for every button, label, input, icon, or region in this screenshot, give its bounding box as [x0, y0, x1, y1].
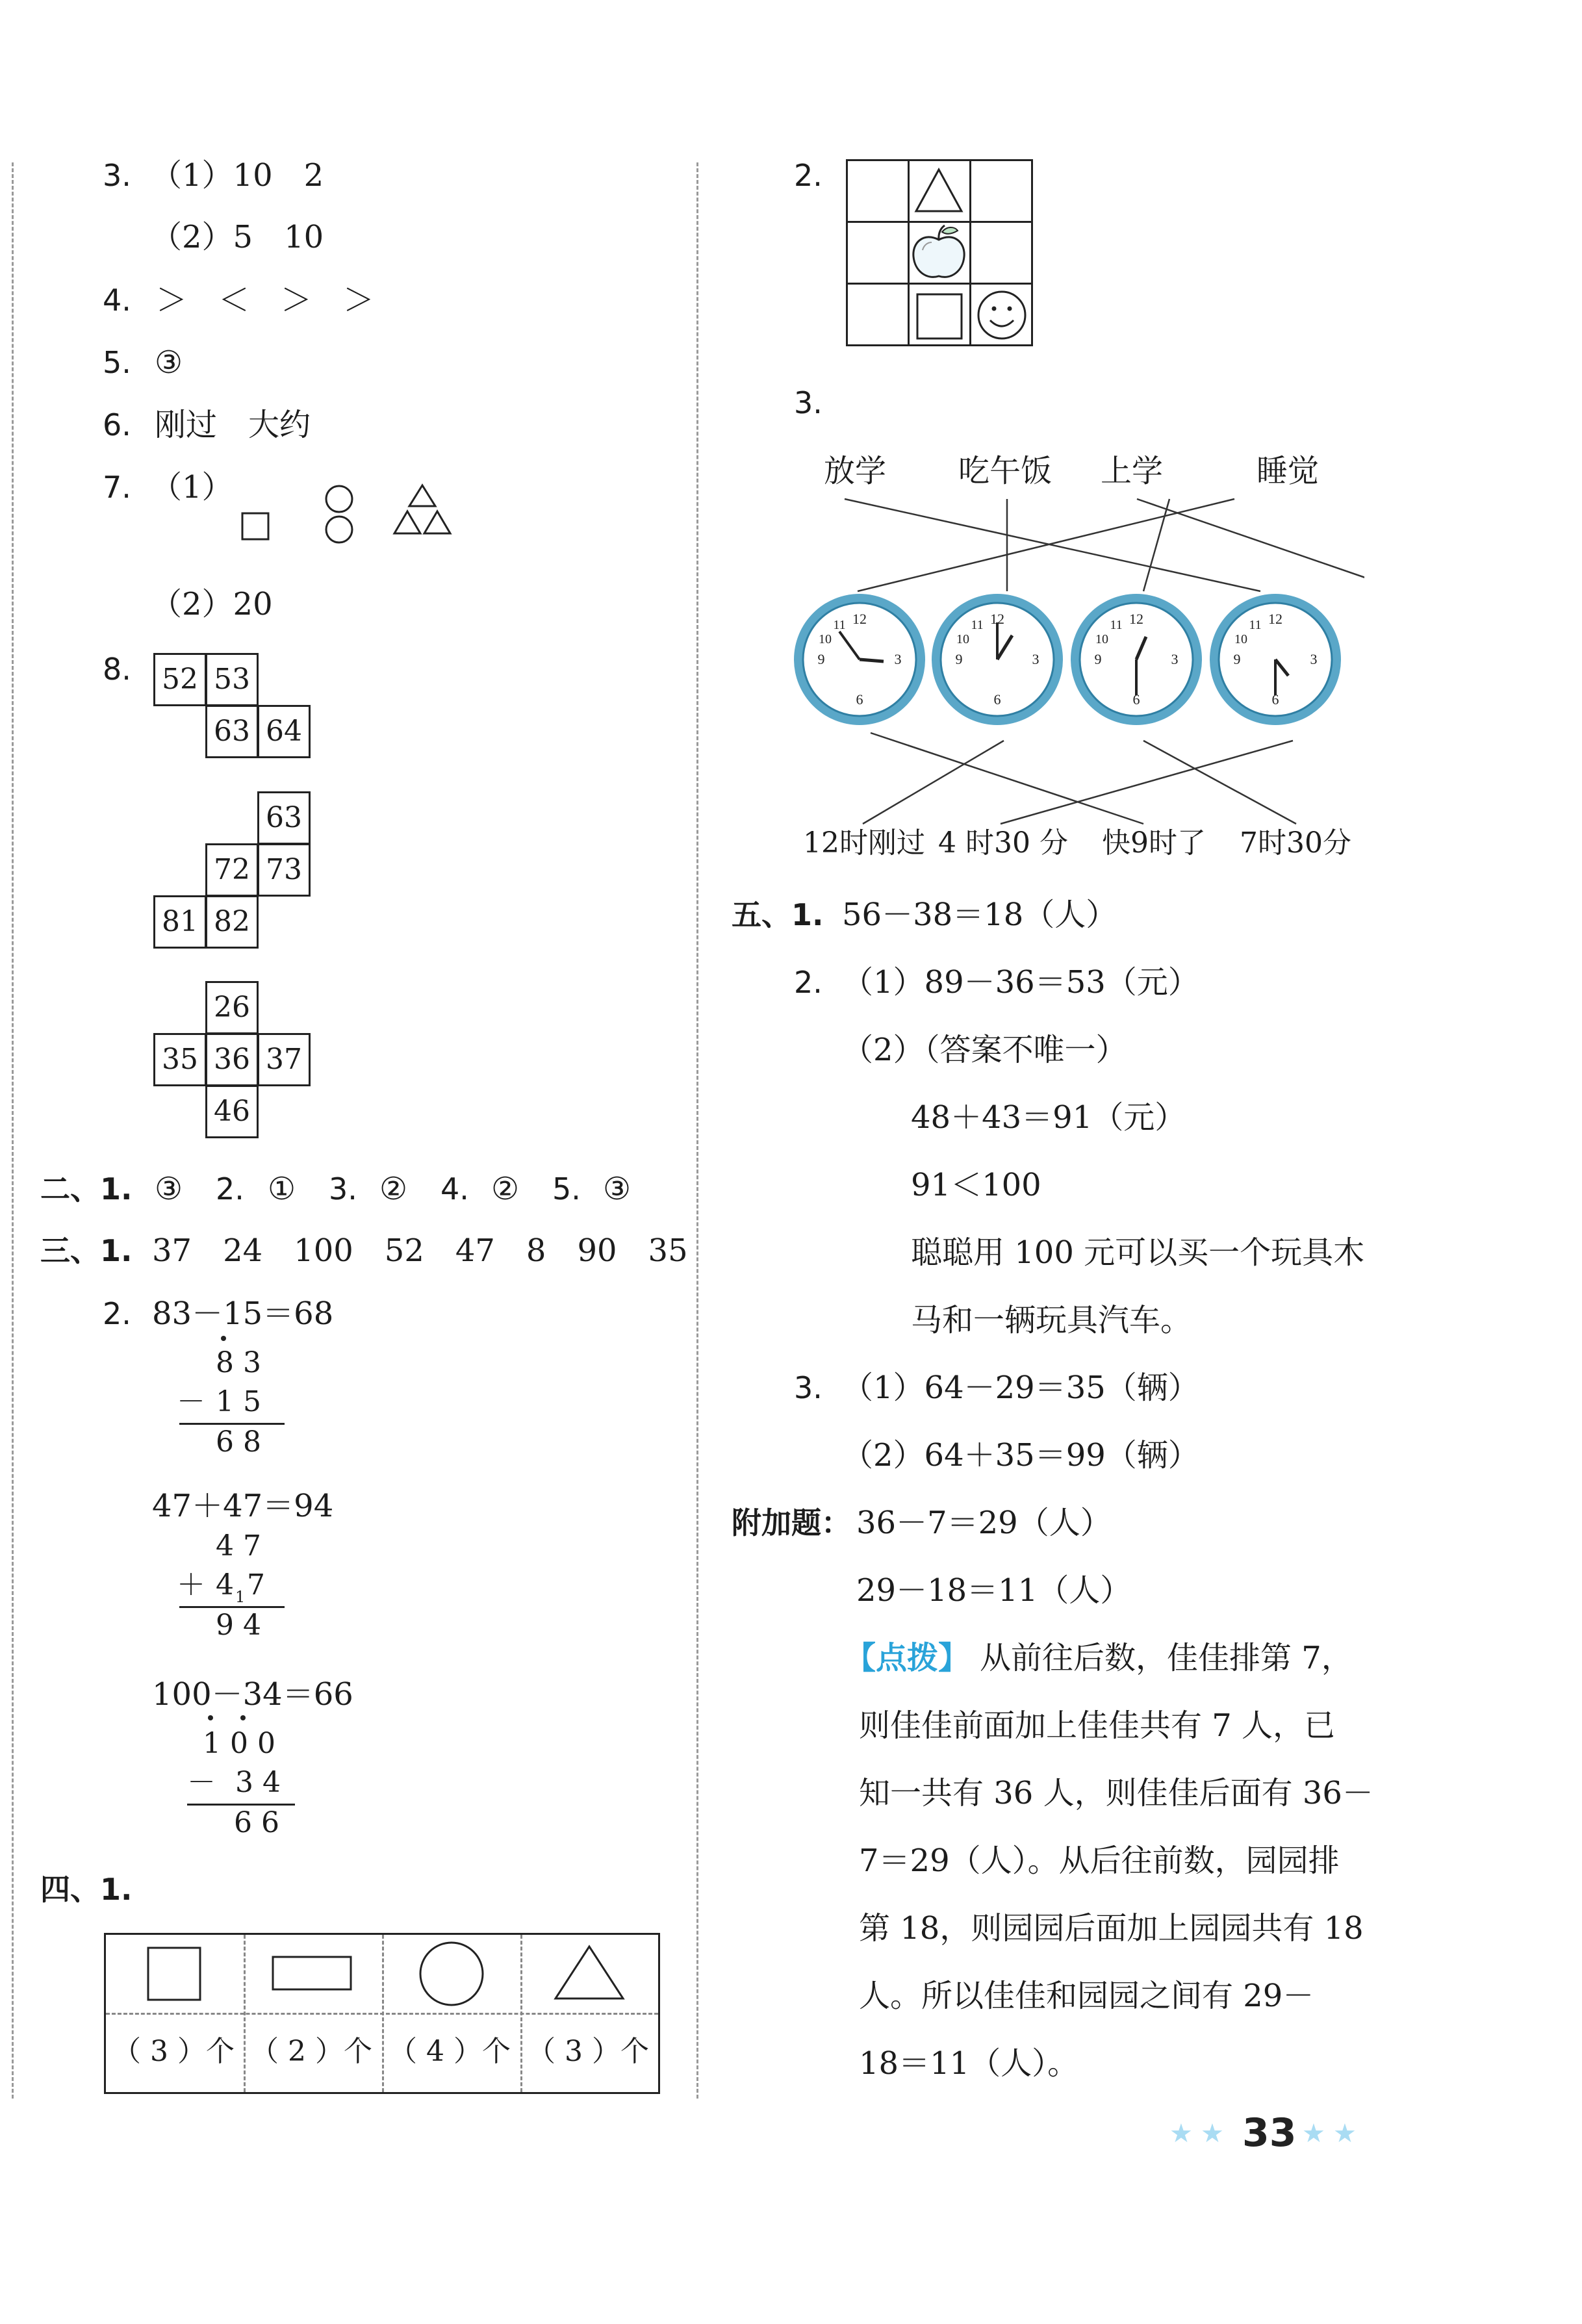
- svg-text:12: 12: [1129, 611, 1143, 627]
- q5-answer: ③: [155, 344, 183, 381]
- triangle-shape: [409, 485, 435, 506]
- section-5-q2-part2: （2）（答案不唯一）: [842, 1032, 1127, 1068]
- answer: ①: [268, 1171, 296, 1207]
- q8-label: 8.: [103, 652, 131, 687]
- triangle-shape: [424, 511, 450, 533]
- section-5-q3-part1: （1）64－29＝35（辆）: [842, 1370, 1199, 1406]
- svg-text:11: 11: [833, 618, 846, 632]
- calc-operator: －: [187, 1766, 216, 1799]
- answer: ②: [491, 1171, 520, 1207]
- calc-row: 1 5: [216, 1385, 261, 1418]
- borrow-dot: [208, 1715, 213, 1720]
- svg-text:3: 3: [1032, 651, 1040, 667]
- column-divider: [696, 162, 698, 2099]
- match-line: [1143, 499, 1169, 591]
- calc-result: 9 4: [216, 1609, 261, 1642]
- circle-shape: [326, 486, 352, 512]
- section-5-q2-line: 聪聪用 100 元可以买一个玩具木: [911, 1234, 1365, 1271]
- extra-line: 29－18＝11（人）: [856, 1572, 1132, 1609]
- answer: ③: [155, 1171, 183, 1207]
- calc-row: 4 7: [216, 1529, 261, 1563]
- shape-count: （ 3 ）个: [112, 2035, 235, 2068]
- page-number: 33: [1242, 2110, 1297, 2156]
- carry-digit: 1: [235, 1588, 246, 1606]
- clock-icon: [932, 594, 1063, 725]
- grid-cell: 36: [205, 1033, 259, 1086]
- square-shape: [148, 1948, 200, 2000]
- tip-label: 【点拨】: [845, 1640, 970, 1676]
- grid-cell: 63: [257, 791, 311, 845]
- svg-text:6: 6: [993, 691, 1001, 708]
- section-5-q2-label: 2.: [794, 965, 823, 1000]
- svg-text:3: 3: [894, 651, 902, 667]
- square-shape: [242, 513, 268, 539]
- section-3-q2-label: 2.: [103, 1296, 131, 1331]
- activity-label: 睡觉: [1257, 453, 1320, 489]
- q3-part1: （1）10 2: [151, 157, 324, 194]
- tip-text: 第 18，则园园后面加上园园共有 18: [859, 1910, 1364, 1947]
- match-line: [858, 499, 1234, 591]
- grid-cell: 81: [153, 895, 207, 949]
- q3-label: 3.: [103, 158, 131, 193]
- svg-text:3: 3: [1310, 651, 1318, 667]
- calc-digit: 7: [247, 1568, 265, 1602]
- triangle-icon: [916, 170, 962, 211]
- svg-text:6: 6: [1132, 691, 1140, 708]
- shape-count: （ 3 ）个: [527, 2035, 649, 2068]
- match-line: [1001, 741, 1293, 824]
- q6-answer: 刚过 大约: [155, 407, 311, 443]
- section-5-q3-label: 3.: [794, 1370, 823, 1405]
- tip-text: 从前往后数，佳佳排第 7，: [980, 1640, 1353, 1676]
- svg-text:9: 9: [955, 651, 963, 667]
- rectangle-shape: [273, 1957, 351, 1989]
- answer: ②: [379, 1171, 408, 1207]
- equation: 83－15＝68: [152, 1296, 334, 1332]
- equation: 100－34＝66: [152, 1676, 353, 1713]
- svg-text:3: 3: [1171, 651, 1179, 667]
- triangle-shape: [555, 1947, 623, 1998]
- tip-text: 18＝11（人）。: [859, 2045, 1079, 2082]
- section-2-label: 二、1.: [40, 1171, 133, 1207]
- q5-label: 5.: [103, 345, 131, 380]
- grid-cell: 26: [205, 981, 259, 1034]
- star-icon: ★: [1201, 2119, 1224, 2149]
- clock-matching-diagram: [780, 487, 1364, 851]
- q4-label: 4.: [103, 283, 131, 318]
- shape-count: （ 2 ）个: [250, 2035, 372, 2068]
- q2-label: 2.: [794, 158, 823, 193]
- svg-text:12: 12: [852, 611, 867, 627]
- match-line: [1137, 499, 1364, 591]
- svg-text:11: 11: [1249, 618, 1262, 632]
- match-line: [1143, 741, 1296, 824]
- tip-text: 人。所以佳佳和园园之间有 29－: [859, 1978, 1314, 2014]
- circle-shape: [420, 1943, 483, 2005]
- section-4-label: 四、1.: [40, 1872, 133, 1907]
- tip-text: 7＝29（人）。从后往前数，园园排: [859, 1843, 1340, 1879]
- svg-text:10: 10: [956, 632, 969, 646]
- shape-count-table: [104, 1933, 660, 2094]
- left-margin-line: [12, 162, 14, 2099]
- q7-part2: （2）20: [151, 586, 273, 622]
- calc-result: 6 8: [216, 1425, 261, 1459]
- time-label: 4 时30 分: [938, 826, 1068, 860]
- time-label: 快9时了: [1102, 826, 1206, 860]
- svg-text:12: 12: [990, 611, 1004, 627]
- section-5-q1: 56－38＝18（人）: [842, 897, 1117, 933]
- grid-cell: 63: [205, 705, 259, 758]
- answer: ③: [603, 1171, 632, 1207]
- table-shapes: [106, 1935, 658, 2013]
- extra-line: 36－7＝29（人）: [856, 1505, 1112, 1541]
- borrow-dot: [240, 1715, 246, 1720]
- time-label: 7时30分: [1240, 826, 1351, 860]
- grid-cell: 72: [205, 843, 259, 897]
- calc-operator: －: [177, 1385, 205, 1418]
- answer-number: 2.: [216, 1171, 244, 1207]
- answer-number: 3.: [329, 1171, 357, 1207]
- section-5-q2-line: 48＋43＝91（元）: [911, 1099, 1186, 1136]
- svg-text:10: 10: [1234, 632, 1247, 646]
- star-icon: ★: [1333, 2119, 1357, 2149]
- svg-text:12: 12: [1268, 611, 1282, 627]
- star-icon: ★: [1302, 2119, 1325, 2149]
- grid-cell: 73: [257, 843, 311, 897]
- tip-text: 知一共有 36 人，则佳佳后面有 36－: [859, 1775, 1373, 1811]
- calc-digit: 4: [216, 1568, 234, 1602]
- svg-text:9: 9: [817, 651, 825, 667]
- q7-part1: （1）: [151, 469, 233, 505]
- calc-operator: ＋: [177, 1568, 205, 1602]
- q7-shapes: [234, 478, 461, 549]
- svg-text:9: 9: [1233, 651, 1241, 667]
- svg-text:11: 11: [971, 618, 984, 632]
- section-3-label: 三、1.: [40, 1233, 133, 1268]
- grid-cell: 35: [153, 1033, 207, 1086]
- square-icon: [917, 294, 962, 338]
- activity-label: 吃午饭: [958, 453, 1053, 489]
- equation: 47＋47＝94: [152, 1488, 334, 1524]
- q3-label: 3.: [794, 385, 823, 420]
- calc-row: 3 4: [235, 1766, 281, 1799]
- section-3-answers: 37 24 100 52 47 8 90 35: [152, 1232, 688, 1269]
- clock-icon: [1210, 594, 1341, 725]
- q3-part2: （2）5 10: [151, 219, 324, 255]
- clock-icon: [1071, 594, 1202, 725]
- grid-cell: 37: [257, 1033, 311, 1086]
- calc-row: 1 0 0: [203, 1727, 275, 1760]
- activity-label: 放学: [824, 453, 887, 489]
- grid-symbols: [846, 159, 1033, 346]
- q6-label: 6.: [103, 407, 131, 442]
- star-icon: ★: [1169, 2119, 1193, 2149]
- q7-label: 7.: [103, 470, 131, 505]
- match-line: [845, 499, 1260, 591]
- section-5-q2-line: 马和一辆玩具汽车。: [911, 1302, 1192, 1338]
- match-line: [871, 733, 1143, 824]
- clock-icon: [794, 594, 925, 725]
- apple-icon: [913, 225, 964, 277]
- svg-text:11: 11: [1110, 618, 1123, 632]
- shape-count: （ 4 ）个: [389, 2035, 511, 2068]
- svg-text:10: 10: [819, 632, 832, 646]
- section-5-q2-part1: （1）89－36＝53（元）: [842, 964, 1199, 1001]
- calc-result: 6 6: [234, 1806, 279, 1839]
- svg-text:6: 6: [1271, 691, 1279, 708]
- q4-answer: ＞ ＜ ＞ ＞: [156, 282, 375, 318]
- extra-question-label: 附加题：: [732, 1505, 851, 1540]
- answer-number: 5.: [552, 1171, 581, 1207]
- svg-text:9: 9: [1094, 651, 1102, 667]
- activity-label: 上学: [1101, 453, 1164, 489]
- grid-cell: 46: [205, 1085, 259, 1138]
- borrow-dot: [221, 1336, 226, 1341]
- grid-cell: 64: [257, 705, 311, 758]
- smiley-icon: [978, 292, 1025, 338]
- grid-cell: 52: [153, 653, 207, 706]
- section-5-q2-line: 91＜100: [911, 1167, 1041, 1203]
- section-5-q3-part2: （2）64＋35＝99（辆）: [842, 1437, 1199, 1474]
- tip-text: 则佳佳前面加上佳佳共有 7 人，已: [859, 1707, 1336, 1744]
- time-label: 12时刚过: [803, 826, 925, 860]
- calc-row: 8 3: [216, 1346, 261, 1379]
- svg-text:10: 10: [1095, 632, 1108, 646]
- triangle-shape: [394, 511, 420, 533]
- grid-cell: 53: [205, 653, 259, 706]
- circle-shape: [326, 517, 352, 543]
- answer-number: 4.: [440, 1171, 469, 1207]
- svg-text:6: 6: [856, 691, 863, 708]
- section-5-label: 五、1.: [732, 897, 824, 932]
- grid-cell: 82: [205, 895, 259, 949]
